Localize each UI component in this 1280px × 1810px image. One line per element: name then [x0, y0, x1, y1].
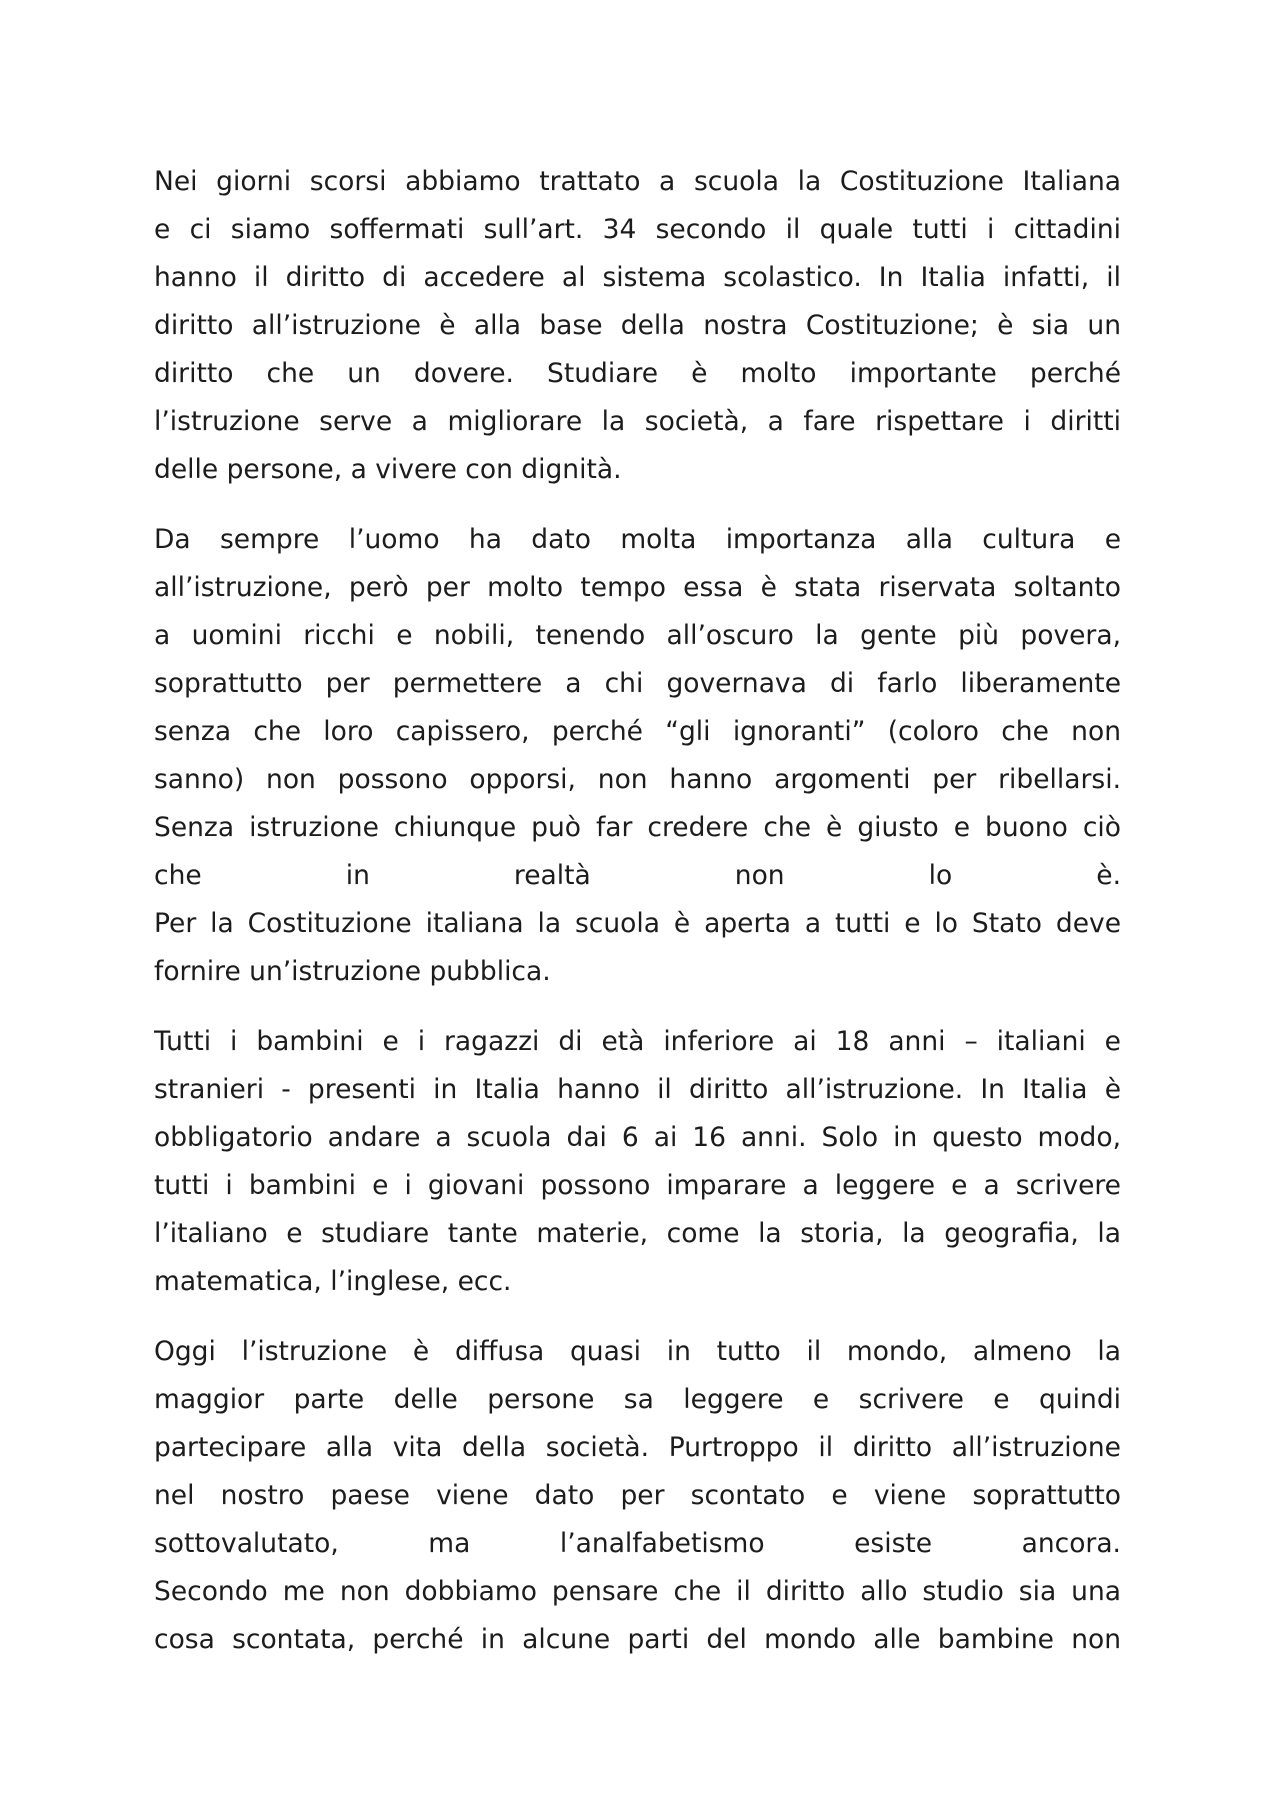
- text-line: nel nostro paese viene dato per scontato e viene soprattutto: [154, 1480, 1121, 1511]
- text-line: Oggi l’istruzione è diffusa quasi in tutto il mondo, almeno la: [154, 1336, 1121, 1367]
- text-line: tutti i bambini e i giovani possono imparare a leggere e a scrivere: [154, 1170, 1121, 1201]
- text-line: che in realtà non lo è.: [154, 860, 1121, 891]
- text-line: Tutti i bambini e i ragazzi di età inferiore ai 18 anni – italiani e: [154, 1026, 1121, 1057]
- text-line: all’istruzione, però per molto tempo essa è stata riservata soltanto: [154, 572, 1121, 603]
- text-line: matematica, l’inglese, ecc.: [154, 1266, 512, 1297]
- text-line: l’istruzione serve a migliorare la società, a fare rispettare i diritti: [154, 406, 1121, 437]
- text-line: Per la Costituzione italiana la scuola è aperta a tutti e lo Stato deve: [154, 908, 1121, 939]
- text-line: partecipare alla vita della società. Purtroppo il diritto all’istruzione: [154, 1432, 1121, 1463]
- text-line: senza che loro capissero, perché “gli ignoranti” (coloro che non: [154, 716, 1121, 747]
- text-line: diritto che un dovere. Studiare è molto importante perché: [154, 358, 1121, 389]
- text-line: stranieri - presenti in Italia hanno il diritto all’istruzione. In Italia è: [154, 1074, 1121, 1105]
- paragraph: [154, 158, 1121, 494]
- paragraph: [154, 516, 1121, 996]
- text-line: delle persone, a vivere con dignità.: [154, 454, 622, 485]
- text-line: diritto all’istruzione è alla base della nostra Costituzione; è sia un: [154, 310, 1121, 341]
- text-line: soprattutto per permettere a chi governava di farlo liberamente: [154, 668, 1121, 699]
- text-line: Nei giorni scorsi abbiamo trattato a scuola la Costituzione Italiana: [154, 166, 1121, 197]
- text-line: hanno il diritto di accedere al sistema scolastico. In Italia infatti, il: [154, 262, 1121, 293]
- text-line: e ci siamo soffermati sull’art. 34 secondo il quale tutti i cittadini: [154, 214, 1121, 245]
- text-line: l’italiano e studiare tante materie, come la storia, la geografia, la: [154, 1218, 1121, 1249]
- text-line: obbligatorio andare a scuola dai 6 ai 16 anni. Solo in questo modo,: [154, 1122, 1121, 1153]
- text-line: Secondo me non dobbiamo pensare che il diritto allo studio sia una: [154, 1576, 1121, 1607]
- text-line: sottovalutato, ma l’analfabetismo esiste ancora.: [154, 1528, 1121, 1559]
- text-line: Da sempre l’uomo ha dato molta importanza alla cultura e: [154, 524, 1121, 555]
- text-line: fornire un’istruzione pubblica.: [154, 956, 551, 987]
- text-line: cosa scontata, perché in alcune parti del mondo alle bambine non: [154, 1624, 1121, 1655]
- text-line: a uomini ricchi e nobili, tenendo all’oscuro la gente più povera,: [154, 620, 1121, 651]
- text-line: Senza istruzione chiunque può far credere che è giusto e buono ciò: [154, 812, 1121, 843]
- paragraph: [154, 1328, 1121, 1664]
- paragraph: [154, 1018, 1121, 1306]
- text-line: sanno) non possono opporsi, non hanno argomenti per ribellarsi.: [154, 764, 1121, 795]
- text-line: maggior parte delle persone sa leggere e scrivere e quindi: [154, 1384, 1121, 1415]
- document-body: [154, 158, 1121, 1686]
